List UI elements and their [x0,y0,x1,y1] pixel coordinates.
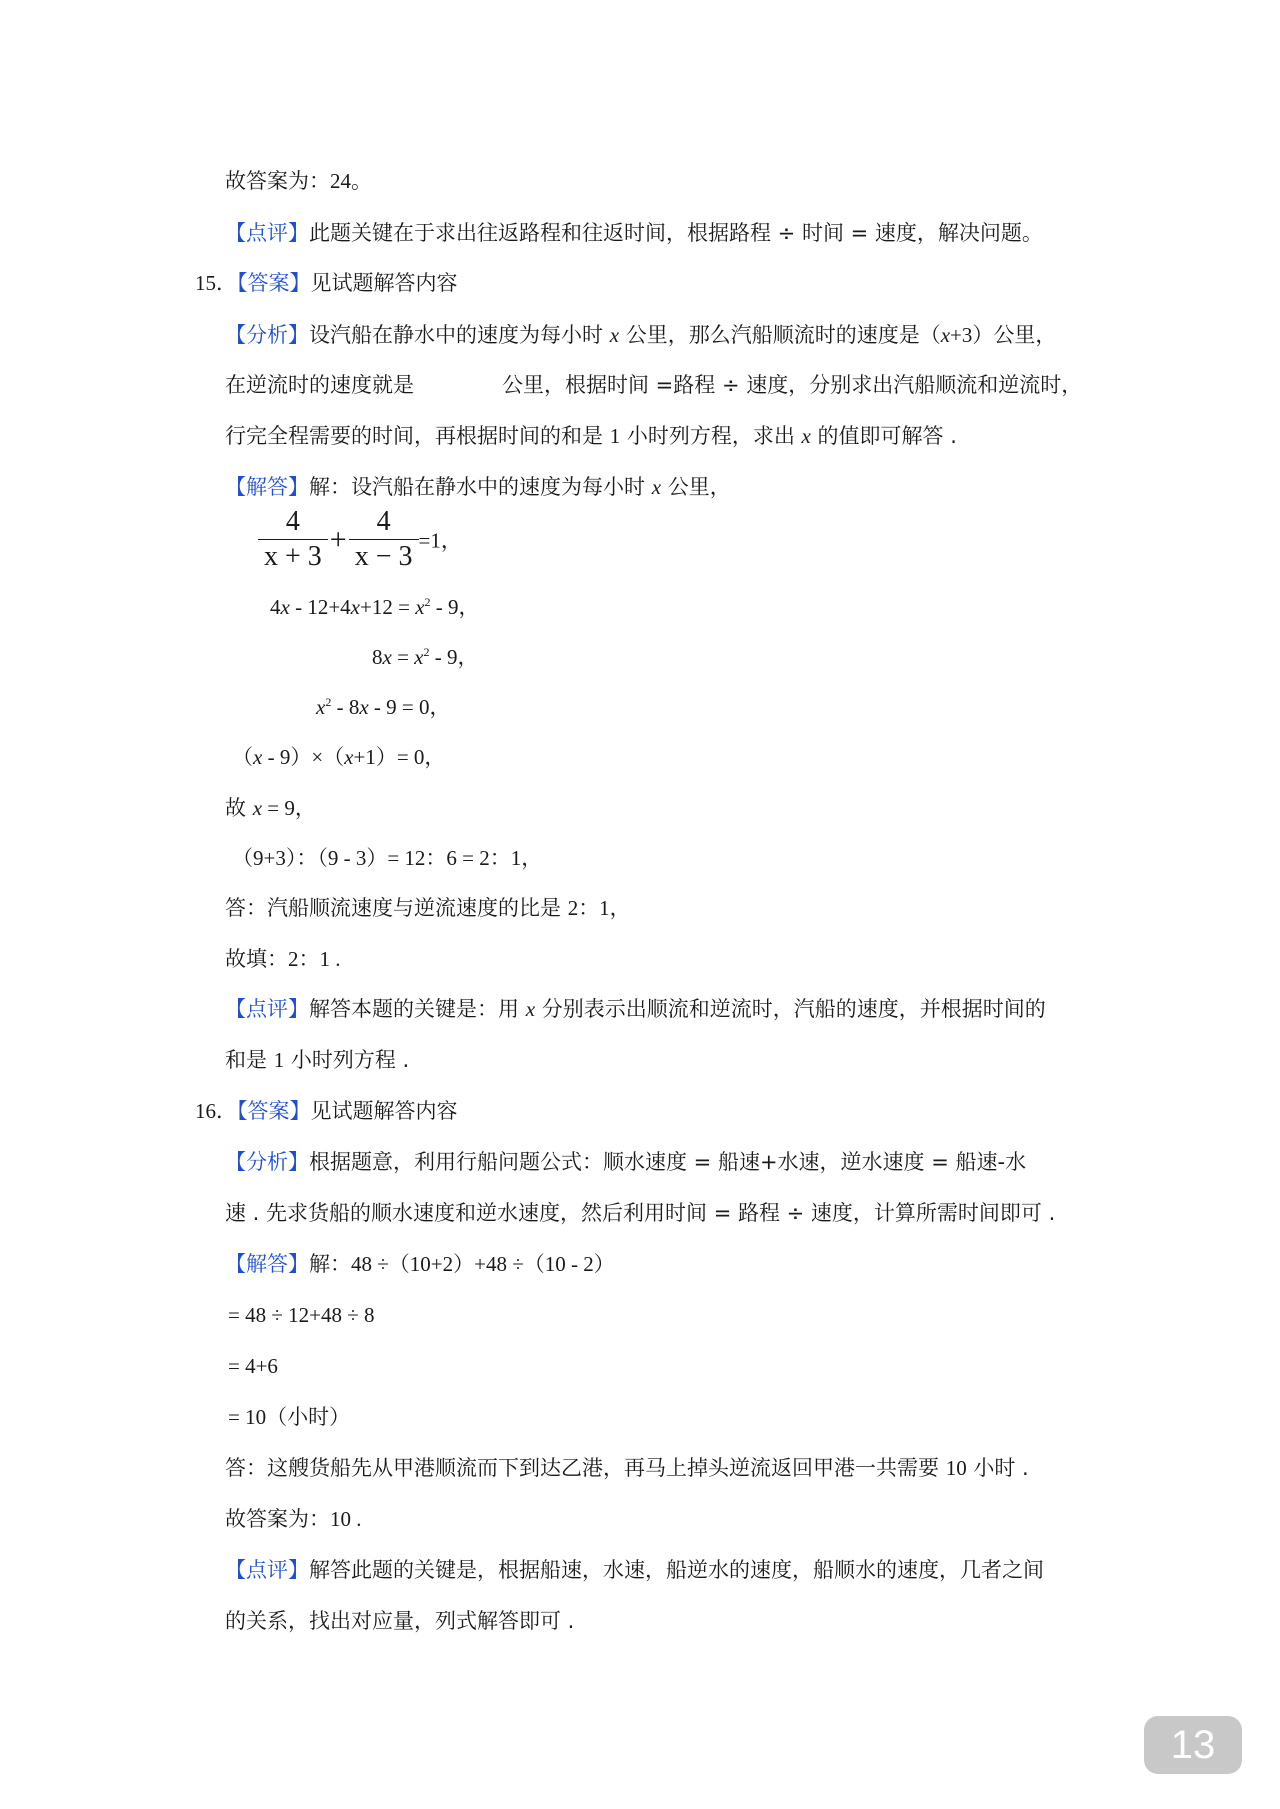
fill-line: 故答案为：10 . [225,1507,362,1531]
equation-step-4: （x - 9）×（x+1）= 0， [232,745,446,769]
fill-line: 故填：2：1 . [225,947,341,971]
solution-tag: 【解答】 [225,475,309,499]
analysis-line-1: 【分析】根据题意，利用行船问题公式：顺水速度 = 船速+水速，逆水速度 = 船速-水 [225,1150,1027,1174]
analysis-line-1: 【分析】设汽船在静水中的速度为每小时 x 公里，那么汽船顺流时的速度是（x+3）公里， [225,323,1057,347]
equation-step-3: $x^2 - 8x - 9 = 0$， [316,695,451,719]
analysis-line-3: 行完全程需要的时间，再根据时间的和是 1 小时列方程，求出 x 的值即可解答 . [225,424,957,448]
faded-fraction-placeholder [414,373,502,399]
equation-step-6: （9+3）：（9 - 3）= 12：6 = 2：1， [232,846,543,870]
question-15-header: 15．【答案】见试题解答内容 [195,271,458,295]
comment-line-1: 【点评】解答本题的关键是：用 x 分别表示出顺流和逆流时，汽船的速度，并根据时间的 [225,997,1046,1021]
fraction-equation: $\frac{4}{x + 3}$ + $\frac{4}{x - 3}$ =1， [258,505,462,574]
question-number: 15． [195,271,237,295]
equation-step-1: $4x - 12+4x+12 = x^2 - 9$， [270,595,480,619]
comment-line-1: 【点评】解答此题的关键是，根据船速，水速，船逆水的速度，船顺水的速度，几者之间 [225,1558,1044,1582]
answer-line: 答：这艘货船先从甲港顺流而下到达乙港，再马上掉头逆流返回甲港一共需要 10 小时 . [225,1456,1029,1480]
solution-line-2: = 48 ÷ 12+48 ÷ 8 [228,1303,375,1327]
solution-line-4: = 10（小时） [228,1405,351,1429]
comment-tag: 【点评】 [225,997,309,1021]
analysis-line-2: 在逆流时的速度就是 公里，根据时间 =路程 ÷ 速度，分别求出汽船顺流和逆流时， [225,373,1083,397]
solution-tag: 【解答】 [225,1252,309,1276]
analysis-tag: 【分析】 [225,1150,309,1174]
comment-line-2: 和是 1 小时列方程 . [225,1048,410,1072]
solution-line-1: 【解答】解：设汽船在静水中的速度为每小时 x 公里， [225,475,731,499]
answer-tag: 【答案】 [237,271,311,295]
analysis-tag: 【分析】 [225,323,309,347]
question-16-header: 16．【答案】见试题解答内容 [195,1099,458,1123]
answer-line-prev: 故答案为：24。 [225,169,372,193]
analysis-line-2: 速 . 先求货船的顺水速度和逆水速度，然后利用时间 = 路程 ÷ 速度，计算所需时间即可 . [225,1201,1056,1225]
comment-tag: 【点评】 [225,1558,309,1582]
fraction-1: $\frac{4}{x + 3}$ [258,505,328,574]
comment-line-2: 的关系，找出对应量，列式解答即可 . [225,1609,575,1633]
solution-line-3: = 4+6 [228,1354,278,1378]
page-number-badge: 13 [1144,1716,1242,1774]
equation-step-2: $8x = x^2 - 9$， [372,645,479,669]
fraction-2: $\frac{4}{x - 3}$ [349,505,419,574]
question-number: 16． [195,1099,237,1123]
answer-line: 答：汽船顺流速度与逆流速度的比是 2：1， [225,896,631,920]
answer-tag: 【答案】 [237,1099,311,1123]
comment-tag: 【点评】 [225,221,309,245]
solution-line-1: 【解答】解：48 ÷（10+2）+48 ÷（10 - 2） [225,1252,615,1276]
equation-step-5: 故 x = 9， [225,796,316,820]
comment-line-prev: 【点评】此题关键在于求出往返路程和往返时间，根据路程 ÷ 时间 = 速度，解决问题。 [225,221,1043,245]
